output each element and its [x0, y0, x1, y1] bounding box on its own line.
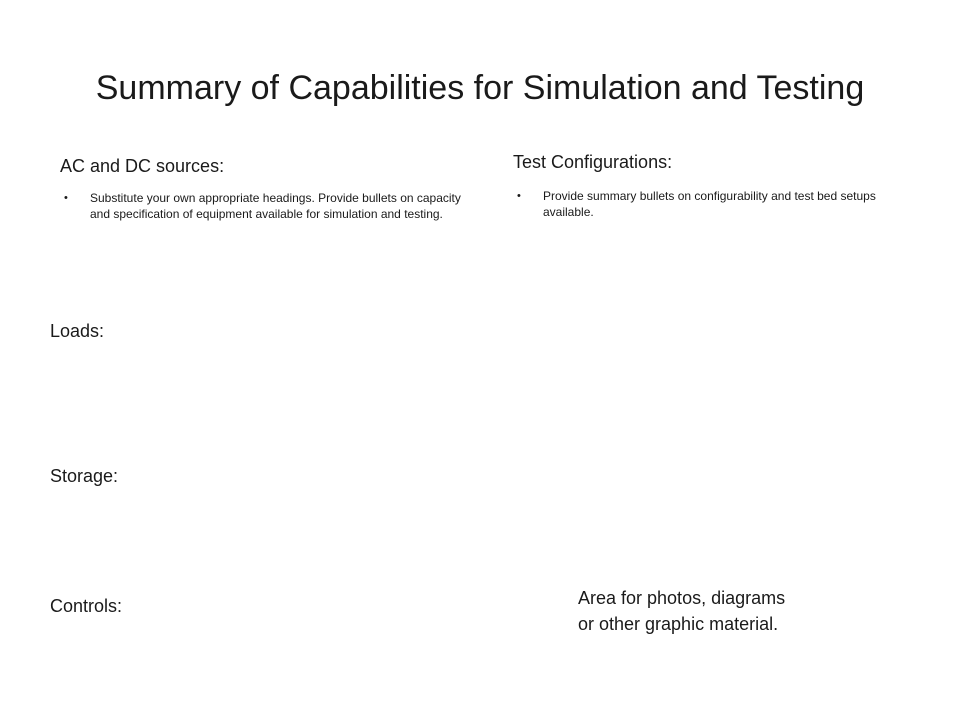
bullet-text: Substitute your own appropriate headings. Provide bullets on capacity and specification of equipment available for simulation and testing. — [90, 191, 461, 221]
ac-dc-sources-bullets — [60, 190, 480, 222]
test-configurations-bullets — [513, 188, 913, 220]
graphic-note-line-1: Area for photos, diagrams — [578, 588, 786, 608]
test-configurations-heading: Test Configurations: — [513, 152, 673, 172]
ac-dc-sources-heading: AC and DC sources: — [60, 156, 225, 176]
loads-label: Loads: — [50, 321, 105, 341]
slide-title: Summary of Capabilities for Simulation and Testing — [95, 69, 865, 107]
graphic-area-note — [578, 585, 908, 637]
list-item — [60, 190, 480, 222]
bullet-icon: • — [64, 192, 68, 204]
controls-label: Controls: — [50, 596, 123, 616]
list-item — [513, 188, 913, 220]
graphic-note-line-2: or other graphic material. — [578, 614, 779, 634]
bullet-icon: • — [517, 190, 521, 202]
bullet-text: Provide summary bullets on configurability and test bed setups available. — [543, 189, 876, 219]
storage-label: Storage: — [50, 466, 119, 486]
